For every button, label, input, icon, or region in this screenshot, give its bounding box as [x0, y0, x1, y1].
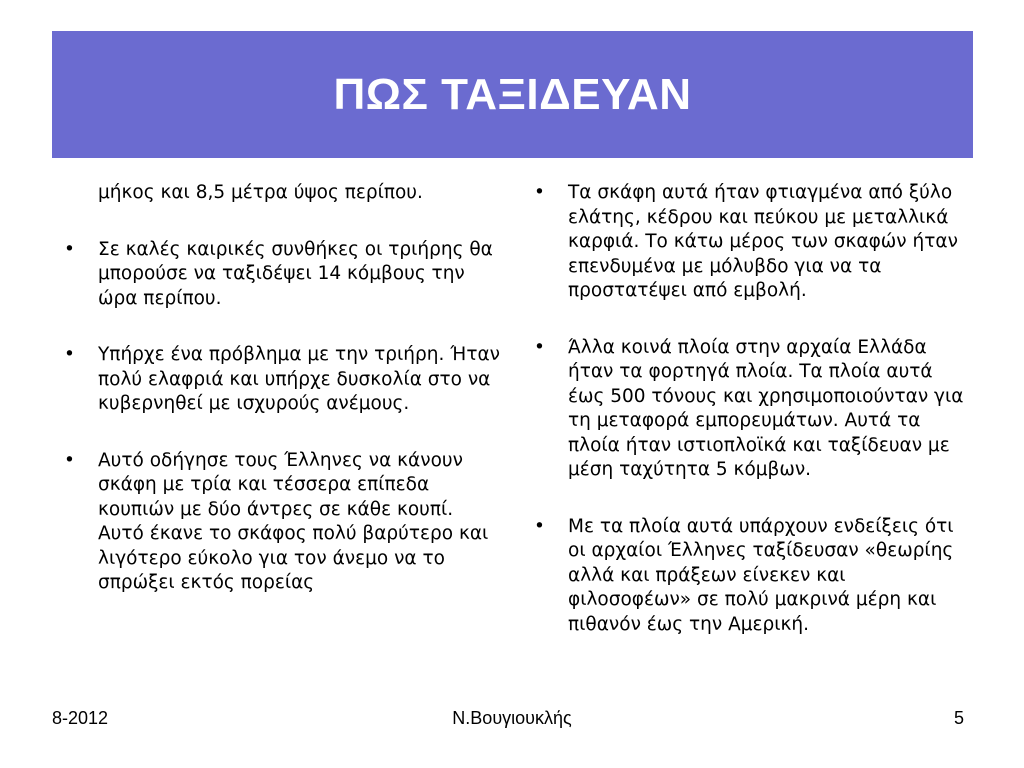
bullet-text: Τα σκάφη αυτά ήταν φτιαγμένα από ξύλο ελάτης, κέδρου και πεύκου με μεταλλικά καρφιά. Το κάτω μέρος των σκαφών ήταν επενδυμένα με μόλυβδο για να τα προστατέψει από εμβολή. [568, 182, 958, 301]
bullet-icon: • [534, 515, 545, 537]
bullet-icon: • [64, 344, 75, 365]
bullet-icon: • [534, 336, 545, 358]
bullet-icon: • [64, 238, 75, 260]
footer-page-number: 5 [953, 708, 964, 728]
bullet-item [530, 336, 970, 483]
right-column [530, 181, 970, 669]
slide-title: ΠΩΣ ΤΑΞΙΔΕΥΑΝ [333, 69, 692, 119]
bullet-item [60, 449, 500, 596]
bullet-item [530, 181, 970, 304]
left-column [60, 181, 500, 628]
bullet-item [60, 238, 500, 312]
continuation-text: μήκος και 8,5 μέτρα ύψος περίπου. [98, 182, 423, 203]
bullet-item [530, 515, 970, 638]
bullet-text: Άλλα κοινά πλοία στην αρχαία Ελλάδα ήταν τα φορτηγά πλοία. Τα πλοία αυτά έως 500 τόνους και χρησιμοποιούνταν για τη μεταφορά εμπορευμάτων. Αυτά τα πλοία ήταν ιστιοπλοϊκά και ταξίδευαν με μέση ταχύτητα 5 κόμβων. [568, 336, 964, 480]
bullet-icon: • [64, 449, 75, 471]
bullet-text: Με τα πλοία αυτά υπάρχουν ενδείξεις ότι οι αρχαίοι Έλληνες ταξίδευσαν «θεωρίης αλλά και πράξεων είνεκεν και φιλοσοφέων» σε πολύ μακρινά μέρη και πιθανόν έως την Αμερική. [568, 515, 954, 635]
footer-author: Ν.Βουγιουκλής [452, 708, 572, 728]
bullet-text: Αυτό οδήγησε τους Έλληνες να κάνουν σκάφη με τρία και τέσσερα επίπεδα κουπιών με δύο άντρες σε κάθε κουπί. Αυτό έκανε το σκάφος πολύ βαρύτερο και λιγότερο εύκολο για τον άνεμο να το σπρώξει εκτός πορείας [98, 449, 489, 593]
bullet-item [60, 343, 500, 417]
bullet-icon: • [534, 182, 545, 203]
bullet-text: Σε καλές καιρικές συνθήκες οι τριήρης θα μπορούσε να ταξιδέψει 14 κόμβους την ώρα περίπου. [98, 238, 493, 309]
bullet-text: Υπήρχε ένα πρόβλημα με την τριήρη. Ήταν πολύ ελαφριά και υπήρχε δυσκολία στο να κυβερνηθεί με ισχυρούς ανέμους. [98, 344, 501, 414]
footer-date: 8-2012 [52, 708, 109, 728]
title-banner [52, 31, 973, 158]
